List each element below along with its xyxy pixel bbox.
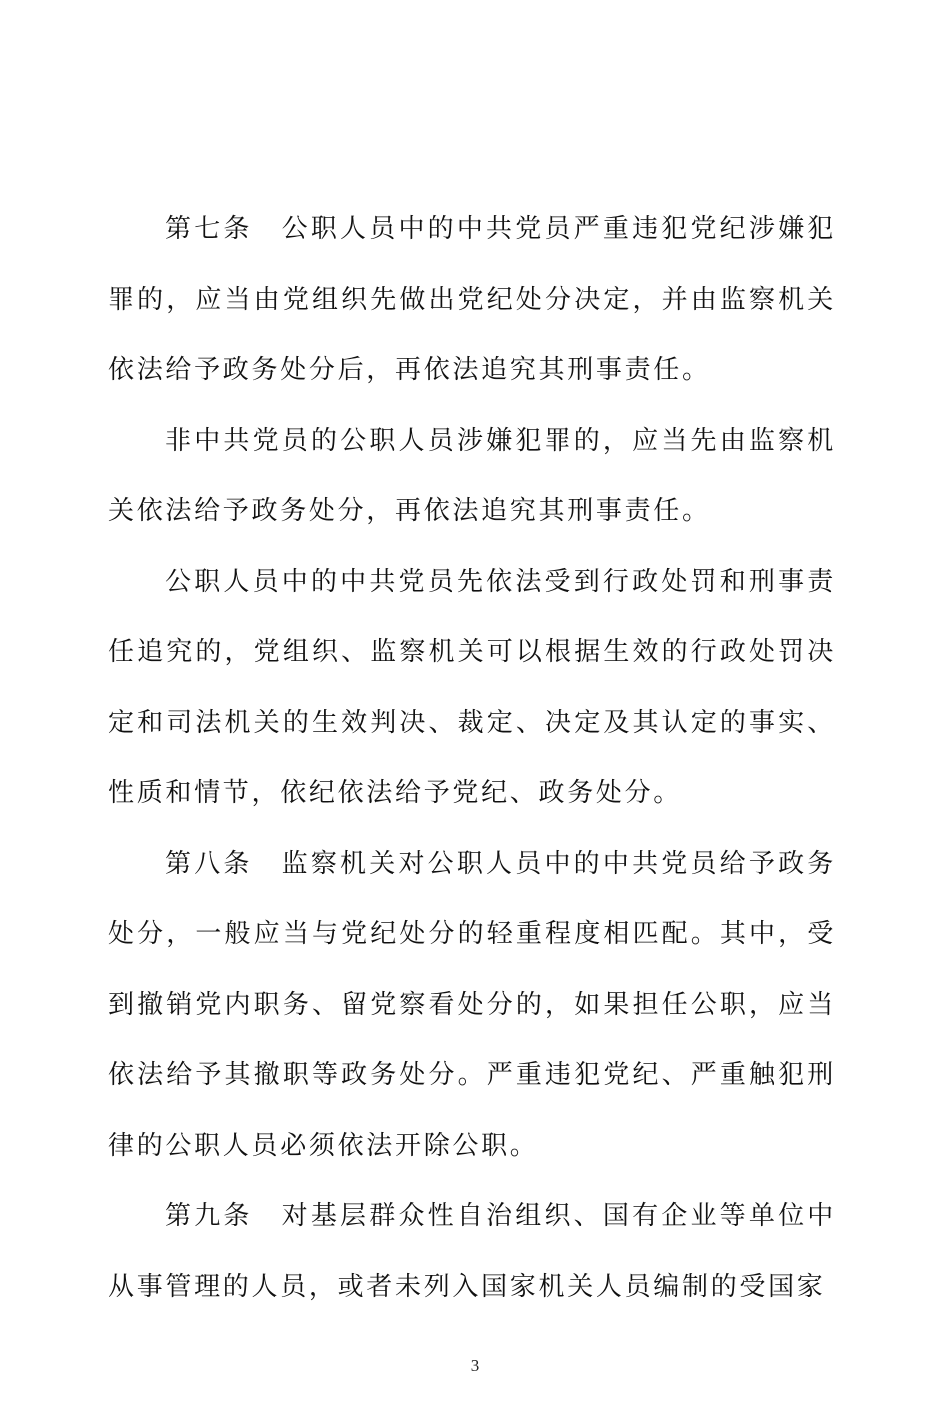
paragraph-text: 公职人员中的中共党员严重违犯党纪涉嫌犯罪的，应当由党组织先做出党纪处分决定，并由监察机关依法给予政务处分后，再依法追究其刑事责任。	[108, 214, 836, 385]
paragraph-text: 对基层群众性自治组织、国有企业等单位中从事管理的人员，或者未列入国家机关人员编制的受国家	[108, 1201, 836, 1302]
article-number: 第九条	[165, 1201, 253, 1231]
paragraph-article-7	[108, 194, 836, 406]
paragraph-text: 监察机关对公职人员中的中共党员给予政务处分，一般应当与党纪处分的轻重程度相匹配。其中，受到撤销党内职务、留党察看处分的，如果担任公职，应当依法给予其撤职等政务处分。严重违犯党纪、严重触犯刑律的公职人员必须依法开除公职。	[108, 848, 836, 1161]
paragraph-text: 非中共党员的公职人员涉嫌犯罪的，应当先由监察机关依法给予政务处分，再依法追究其刑事责任。	[108, 425, 836, 526]
article-number: 第七条	[165, 214, 253, 244]
article-number: 第八条	[165, 848, 253, 879]
page-number: 3	[470, 1356, 480, 1375]
paragraph-article-8	[108, 829, 836, 1182]
paragraph-non-party-members	[108, 406, 836, 547]
paragraph-text: 公职人员中的中共党员先依法受到行政处罚和刑事责任追究的，党组织、监察机关可以根据生效的行政处罚决定和司法机关的生效判决、裁定、决定及其认定的事实、性质和情节，依纪依法给予党纪、政务处分。	[108, 566, 836, 808]
paragraph-prior-penalties	[108, 547, 836, 829]
document-body	[108, 194, 836, 1322]
paragraph-article-9	[108, 1181, 836, 1322]
